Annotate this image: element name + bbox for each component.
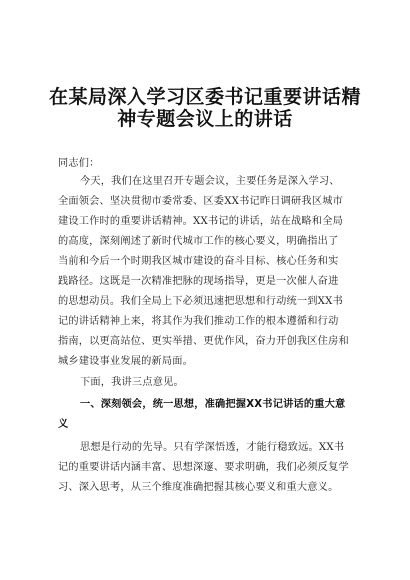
salutation: 同志们：: [58, 158, 100, 169]
document-title-line-1: 在某局深入学习区委书记重要讲话精: [48, 86, 361, 108]
paragraph-line: 全面领会、坚决贯彻市委常委、区委XX书记昨日调研我区城市: [58, 196, 343, 207]
paragraph-line: 今天，我们在这里召开专题会议，主要任务是深入学习、: [80, 176, 340, 187]
paragraph-line: 习、深入思考，从三个维度准确把握其核心要义和重大意义。: [58, 482, 339, 493]
paragraph-line: 建设工作时的重要讲话精神。XX书记的讲话，站在战略和全局: [58, 216, 343, 227]
paragraph-line: 的思想动员。我们全局上下必须迅速把思想和行动统一到XX书: [58, 296, 343, 307]
paragraph-line: 当前和今后一个时期我区城市建设的奋斗目标、核心任务和实: [58, 256, 339, 267]
paragraph-line: 记的讲话精神上来，将其作为我们推动工作的根本遵循和行动: [58, 316, 339, 327]
paragraph-line: 思想是行动的先导。只有学深悟透，才能行稳致远。XX书: [80, 442, 345, 453]
paragraph-line: 下面，我讲三点意见。: [80, 377, 184, 388]
paragraph-line: 的高度，深刻阐述了新时代城市工作的核心要义，明确指出了: [58, 236, 339, 247]
document-title-line-2: 神专题会议上的讲话: [117, 108, 293, 130]
paragraph-line: 践路径。这既是一次精准把脉的现场指导，更是一次催人奋进: [58, 276, 339, 287]
paragraph-line: 记的重要讲话内涵丰富、思想深邃、要求明确，我们必须反复学: [58, 462, 349, 473]
section-heading-continued: 义: [58, 419, 69, 430]
paragraph-line: 指南，以更高站位、更实举措、更优作风，奋力开创我区住房和: [58, 336, 349, 347]
section-heading: 一、深刻领会，统一思想，准确把握XX书记讲话的重大意: [80, 399, 346, 410]
paragraph-line: 城乡建设事业发展的新局面。: [58, 356, 194, 367]
